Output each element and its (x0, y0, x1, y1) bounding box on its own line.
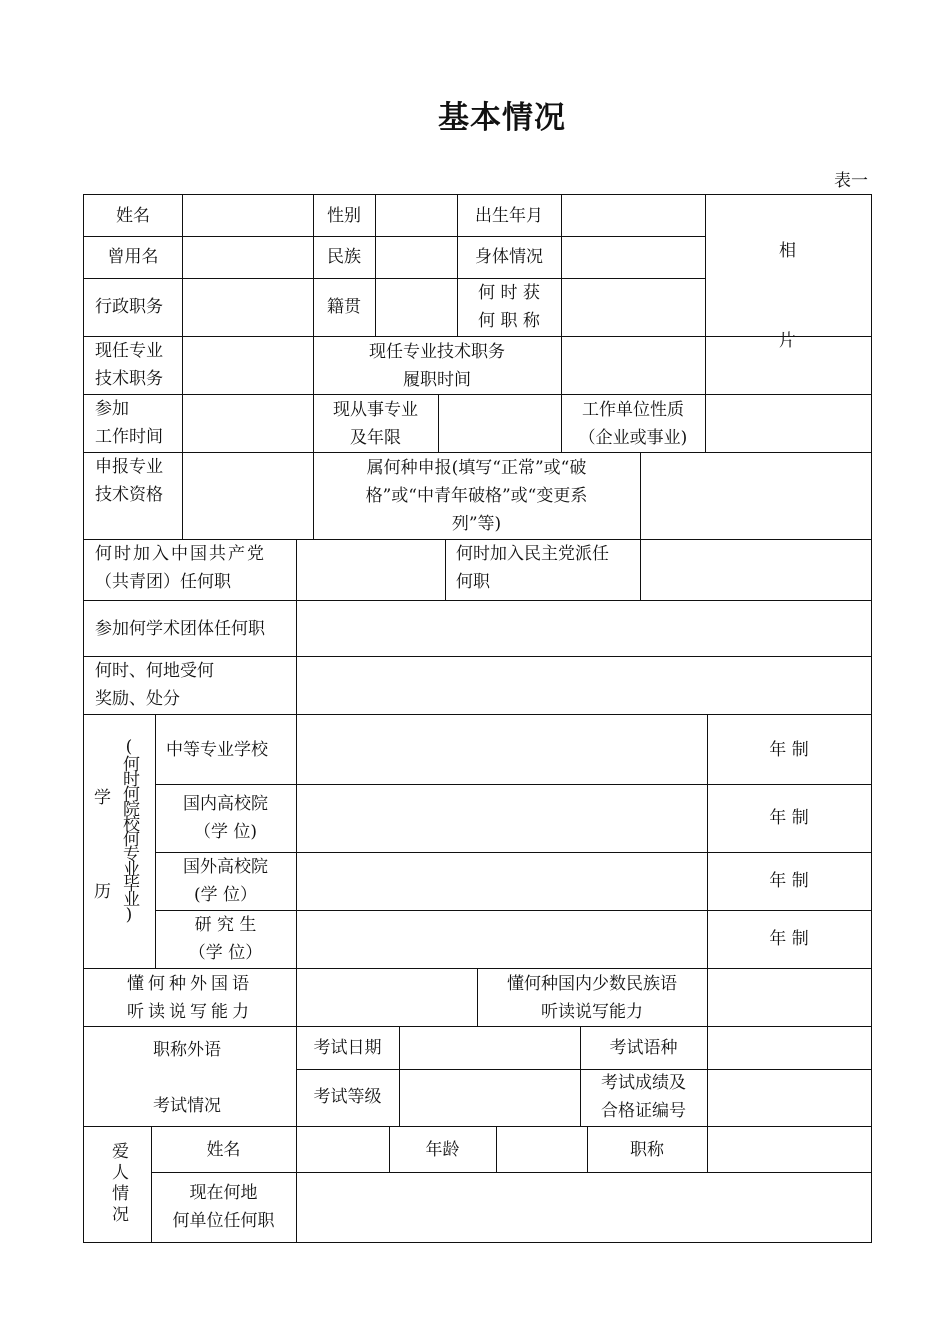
education-side-li: 历 (94, 882, 111, 902)
native-place-field[interactable] (375, 278, 457, 336)
spouse-name-label: 姓名 (206, 1139, 241, 1160)
spouse-section (83, 1127, 872, 1243)
education-side-xue: 学 (94, 788, 111, 808)
democratic-label: 何时加入民主党派任 何职 (456, 544, 609, 592)
edu-row-years: 年 制 (769, 739, 809, 760)
spouse-where-label: 现在何地 何单位任何职 (172, 1182, 275, 1231)
minority-lang-field[interactable] (707, 969, 871, 1026)
spouse-title-field[interactable] (707, 1127, 871, 1172)
cur-tech-post-label: 现任专业 技术职务 (95, 341, 163, 389)
exam-score-label: 考试成绩及 合格证编号 (601, 1073, 686, 1121)
language-row (83, 969, 872, 1027)
spouse-title-label: 职称 (630, 1139, 664, 1160)
exam-section (83, 1027, 872, 1127)
photo-label-1: 相 (779, 241, 796, 261)
photo-box-lower (705, 267, 871, 394)
admin-post-field[interactable] (182, 278, 313, 336)
health-field[interactable] (561, 236, 705, 278)
minority-lang-label: 懂何种国内少数民族语 听读说写能力 (507, 973, 677, 1022)
ethnicity-field[interactable] (375, 236, 457, 278)
exam-level-field[interactable] (399, 1069, 580, 1125)
spouse-side-label: 爱人情况 (108, 1142, 128, 1226)
education-side-note: (何时何院校何专业毕业) (119, 737, 139, 923)
exam-label-1: 职称外语 (153, 1040, 221, 1060)
tenure-time-label: 现任专业技术职务 履职时间 (369, 341, 505, 390)
foreign-lang-field[interactable] (296, 969, 477, 1026)
spouse-name-field[interactable] (296, 1127, 389, 1172)
academic-group-field[interactable] (296, 601, 871, 656)
edu-row-label: 研 究 生 （学 位） (188, 914, 263, 963)
title-time-field[interactable] (561, 278, 705, 336)
apply-qualification-row (83, 453, 872, 540)
foreign-lang-label: 懂何种外国语 听读说写能力 (127, 973, 253, 1022)
ethnicity-label: 民族 (327, 247, 361, 267)
unit-nature-field[interactable] (705, 395, 871, 452)
party-field[interactable] (296, 540, 445, 600)
join-work-label: 参加 工作时间 (95, 399, 163, 447)
edu-row-label: 国外高校院 (学 位） (183, 857, 268, 905)
current-tech-post-row (83, 331, 872, 395)
academic-group-row (83, 601, 872, 657)
edu-row-years: 年 制 (769, 928, 809, 949)
major-years-label: 现从事专业 及年限 (333, 399, 418, 448)
birth-field[interactable] (561, 195, 705, 236)
name-field[interactable] (182, 195, 313, 236)
cur-tech-post-field[interactable] (182, 337, 313, 394)
edu-row-field[interactable] (296, 715, 707, 784)
spouse-age-field[interactable] (496, 1127, 587, 1172)
awards-field[interactable] (296, 657, 871, 714)
exam-lang-field[interactable] (707, 1027, 871, 1069)
birth-label: 出生年月 (475, 205, 543, 226)
apply-type-label: 属何种申报(填写“正常”或“破 格”或“中青年破格”或“变更系 列”等) (365, 458, 588, 534)
exam-level-label: 考试等级 (313, 1087, 382, 1107)
gender-label: 性别 (327, 205, 361, 226)
spouse-where-field[interactable] (296, 1172, 871, 1241)
exam-score-field[interactable] (707, 1069, 871, 1125)
edu-row-field[interactable] (296, 852, 707, 910)
former-name-field[interactable] (182, 236, 313, 278)
exam-date-field[interactable] (399, 1027, 580, 1069)
gender-field[interactable] (375, 195, 457, 236)
health-label: 身体情况 (475, 247, 543, 267)
photo-label-2: 片 (779, 331, 796, 351)
edu-row-field[interactable] (296, 910, 707, 967)
join-work-row (83, 395, 872, 453)
edu-row-years: 年 制 (769, 808, 809, 828)
spouse-age-label: 年龄 (425, 1139, 460, 1160)
edu-row-label: 国内高校院 （学 位) (183, 794, 268, 842)
exam-lang-label: 考试语种 (609, 1038, 678, 1058)
title-time-label: 何 时 获 何 职 称 (478, 283, 540, 331)
table-number: 表一 (834, 171, 868, 191)
unit-nature-label: 工作单位性质 （企业或事业) (578, 399, 688, 448)
name-label: 姓名 (116, 205, 150, 226)
awards-label: 何时、何地受何 奖励、处分 (95, 661, 214, 709)
apply-type-field[interactable] (640, 453, 871, 539)
tenure-time-field[interactable] (561, 337, 705, 394)
apply-qual-field[interactable] (182, 453, 313, 539)
native-place-label: 籍贯 (327, 297, 361, 317)
edu-row-label: 中等专业学校 (166, 739, 268, 760)
apply-qual-label: 申报专业 技术资格 (95, 457, 163, 505)
democratic-field[interactable] (640, 540, 871, 600)
exam-date-label: 考试日期 (313, 1038, 382, 1058)
academic-group-label: 参加何学术团体任何职 (95, 618, 265, 639)
party-row (83, 540, 872, 601)
edu-row-years: 年 制 (769, 871, 809, 891)
exam-label-2: 考试情况 (153, 1096, 221, 1116)
party-label: 何时加入中国共产党 （共青团）任何职 (95, 544, 266, 592)
major-years-field[interactable] (438, 395, 561, 452)
admin-post-label: 行政职务 (95, 297, 163, 317)
join-work-field[interactable] (182, 395, 313, 452)
former-name-label: 曾用名 (107, 247, 159, 267)
awards-row (83, 657, 872, 715)
education-section (83, 715, 872, 969)
edu-row-field[interactable] (296, 784, 707, 852)
page-title: 基本情况 (438, 100, 566, 136)
